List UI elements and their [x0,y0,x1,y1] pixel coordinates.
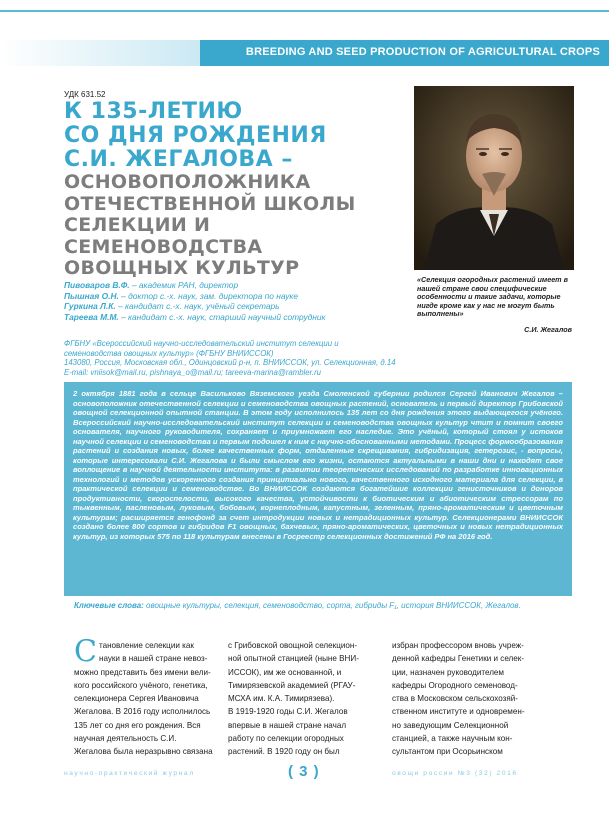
epigraph-author: С.И. Жегалов [524,325,572,334]
author-name: Пышная О.Н. [64,290,119,301]
author-role: – академик РАН, директор [129,280,239,290]
header-gradient [0,40,200,66]
body-line: ной опытной станцией (ныне ВНИ- [228,654,359,664]
body-line: станцией, а также научным кон- [392,734,513,744]
top-band [0,0,609,40]
body-line: работу по селекции огородных [228,734,344,744]
body-line: Тимирязевской академией (РГАУ- [228,680,356,690]
body-line: научная деятельность С.И. [74,734,177,744]
body-line: денной кафедры Генетики и селек- [392,654,525,664]
body-column-3 [392,639,552,759]
affiliation-email: E-mail: vniisok@mail.ru, pishnaya_o@mail.ru; tareeva-marina@rambler.ru [64,367,322,377]
portrait-illustration [414,86,574,270]
abstract-box [64,382,572,596]
section-title: BREEDING AND SEED PRODUCTION OF AGRICULTURAL CROPS [245,46,600,58]
author-role: – кандидат с.-х. наук, старший научный сотрудник [118,311,326,322]
body-column-1 [74,634,216,759]
body-line: ИССОК), им же основанной, и [228,667,342,677]
udk-code: УДК 631.52 [64,90,106,99]
authors-list [64,280,409,322]
drop-cap: С [74,634,97,669]
author-entry [64,291,409,302]
body-line: 135 лет со дня его рождения. Вся [74,720,201,730]
keywords-text: овощные культуры, селекция, семеноводство, сорта, гибриды F₁, история ВНИИССОК, Жегалов. [143,601,521,610]
author-entry [64,312,409,323]
body-line: можно представить без имени вели- [74,667,211,677]
body-line: Жегалова была неразрывно связана [74,747,213,757]
subtitle-line: СЕЛЕКЦИИ И СЕМЕНОВОДСТВА [64,214,263,258]
body-line: с Грибовской овощной селекцион- [228,641,358,650]
affiliation-line: ФГБНУ «Всероссийский научно-исследовательский институт селекции и [64,339,339,348]
author-role: – доктор с.-х. наук, зам. директора по науке [118,290,298,301]
body-line: ственном институте и одновремен- [392,707,525,717]
author-entry [64,280,409,291]
body-line: кафедры Огородного семеновод- [392,680,518,690]
author-role: – кандидат с.-х. наук, учёный секретарь [115,301,280,311]
page-number-value: 3 [299,763,309,780]
subtitle-line: ОВОЩНЫХ КУЛЬТУР [64,257,300,279]
body-line: ции, назначен руководителем [392,667,504,677]
article-subtitle [64,172,414,280]
author-name: Тареева М.М. [64,311,119,322]
body-line: впервые в нашей стране начал [228,720,347,730]
title-line: К 135-ЛЕТИЮ [64,99,243,124]
title-line: СО ДНЯ РОЖДЕНИЯ [64,123,327,148]
body-line: кого российского учёного, генетика, [74,680,208,690]
body-line: науки в нашей стране невоз- [98,654,208,664]
subtitle-line: ОТЕЧЕСТВЕННОЙ ШКОЛЫ [64,192,356,215]
page-number: ( 3 ) [288,763,320,780]
body-line: избран профессором вновь учреж- [392,641,524,650]
keywords-label: Ключевые слова: [74,601,144,610]
affiliation-line: 143080, Россия, Московская обл., Одинцовский р-н, п. ВНИИССОК, ул. Селекционная, д.14 [64,358,396,368]
author-name: Пивоваров В.Ф. [64,280,130,290]
journal-issue: овощи россии №3 (32) 2016 [392,770,518,777]
header-rule [0,10,609,12]
article-title [64,100,404,172]
subtitle-line: ОСНОВОПОЛОЖНИКА [64,171,311,193]
affiliation-line: семеноводства овощных культур» (ФГБНУ ВНИИССОК) [64,348,274,358]
body-line: селекционера Сергея Ивановича [74,694,199,704]
author-name: Гуркина Л.К. [64,301,116,311]
body-line: тановление селекции как [98,641,194,650]
body-line: МСХА им. К.А. Тимирязева). [228,694,335,704]
body-line: сультантом при Осорьинском [392,747,503,757]
author-entry [64,301,409,312]
body-line: Жегалова. В 2016 году исполнилось [74,707,211,717]
affiliation [64,339,494,377]
epigraph-quote: «Селекция огородных растений имеет в нашей стране свои специфические особенности и такие задачи, которые нигде кроме как у нас не могут быть выполнены» [417,275,568,319]
body-line: но заведующим Селекционной [392,720,509,730]
keywords [74,601,572,611]
body-column-2 [228,639,378,759]
abstract-text: 2 октября 1881 года в сельце Васильково Вяземского уезда Смоленской губернии родился Сергей Иванович Жегалов – основоположник отечественной селекции и семеноводства овощных растений, основатель и первый директор Грибовской овощной селекционной опытной станции. В этом году исполнилось 135 лет со дня рождения этого выдающегося учёного. Всероссийский научно-исследовательский институт селекции и семеноводства овощных культур чтит и помнит своего основателя, научного руководителя, сохраняет и приумножает его наследие. Это учёный, который стоял у истоков научной селекции и семеноводства и первым подошел к ним с научно-обоснованными методами. Процесс формообразования растений и создания новых, более качественных форм, отдаленные скрещивания, гибридизация, гетерозис, - вопросы, которые интересовали С.И. Жегалова и были смыслом его жизни, остаются актуальными в наши дни и находят свое воплощение в научной деятельности института: в развитии теоретических исследований по разработке инновационных технологий и методов ускоренного создания принципиально нового, качественного исходного материала для селекции, в практической селекции и семеноводстве. Во ВНИИССОК создаются богатейшие коллекции генисточников и доноров продуктивности, скороспелости, высокого качества, устойчивости к биотическим и абиотическим стрессорам по тыквенным, пасленовым, луковым, бобовым, корнеплодным, капустным, зеленным, пряно-ароматическим и цветочным культурам; расширяется генофонд за счет интродукции новых и нетрадиционных культур. Селекционерами ВНИИССОК создано более 800 сортов и гибридов F1 овощных, бахчевых, пряно-ароматических, цветочных и новых нетрадиционных культур, из которых 575 по 118 культурам внесены в Госреестр селекционных достижений РФ на 2016 год. [73,389,563,541]
body-line: растений. В 1920 году он был [228,747,340,757]
portrait-image [414,86,574,270]
body-line: В 1919-1920 годы С.И. Жегалов [228,707,348,717]
title-line: С.И. ЖЕГАЛОВА – [64,147,293,172]
journal-name: научно-практический журнал [64,770,195,777]
body-line: ства в Московском сельскохозяй- [392,694,518,704]
